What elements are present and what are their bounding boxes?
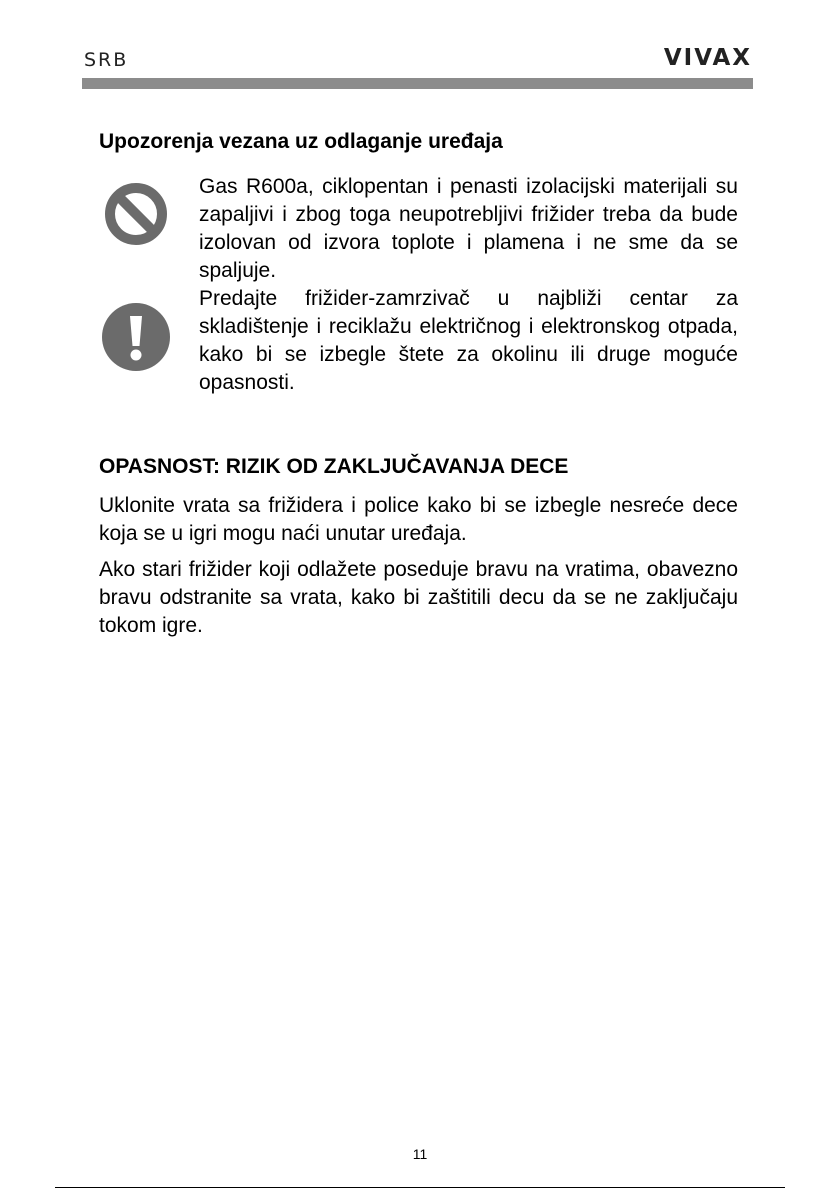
disposal-item-text: Gas R600a, ciklopentan i penasti izolacijski materijali su zapaljivi i zbog toga neupotrebljivi frižider treba da bude izolovan od izvora toplote i plamena i ne sme da se spaljuje. [199, 175, 738, 282]
footer-divider-line [55, 1187, 785, 1188]
page-number: 11 [412, 1146, 428, 1162]
danger-paragraph: Uklonite vrata sa frižidera i police kako bi se izbegle nesreće dece koja se u igri mogu naći unutar uređaja. [99, 494, 738, 545]
header-brand-logo: VIVAX [663, 45, 752, 71]
danger-heading: OPASNOST: RIZIK OD ZAKLJUČAVANJA DECE [99, 455, 569, 478]
exclamation-icon [101, 302, 171, 372]
header-divider-bar [82, 78, 753, 89]
header-language: SRB [84, 49, 129, 71]
disposal-heading: Upozorenja vezana uz odlaganje uređaja [99, 130, 503, 153]
prohibition-icon [101, 179, 171, 249]
danger-paragraph: Ako stari frižider koji odlažete poseduje bravu na vratima, obavezno bravu odstranite sa vrata, kako bi zaštitili decu da se ne zaključaju tokom igre. [99, 558, 738, 637]
disposal-item-text: Predajte frižider-zamrzivač u najbliži centar za skladištenje i reciklažu električnog i elektronskog otpada, kako bi se izbegle štete za okolinu ili druge moguće opasnosti. [199, 287, 738, 394]
